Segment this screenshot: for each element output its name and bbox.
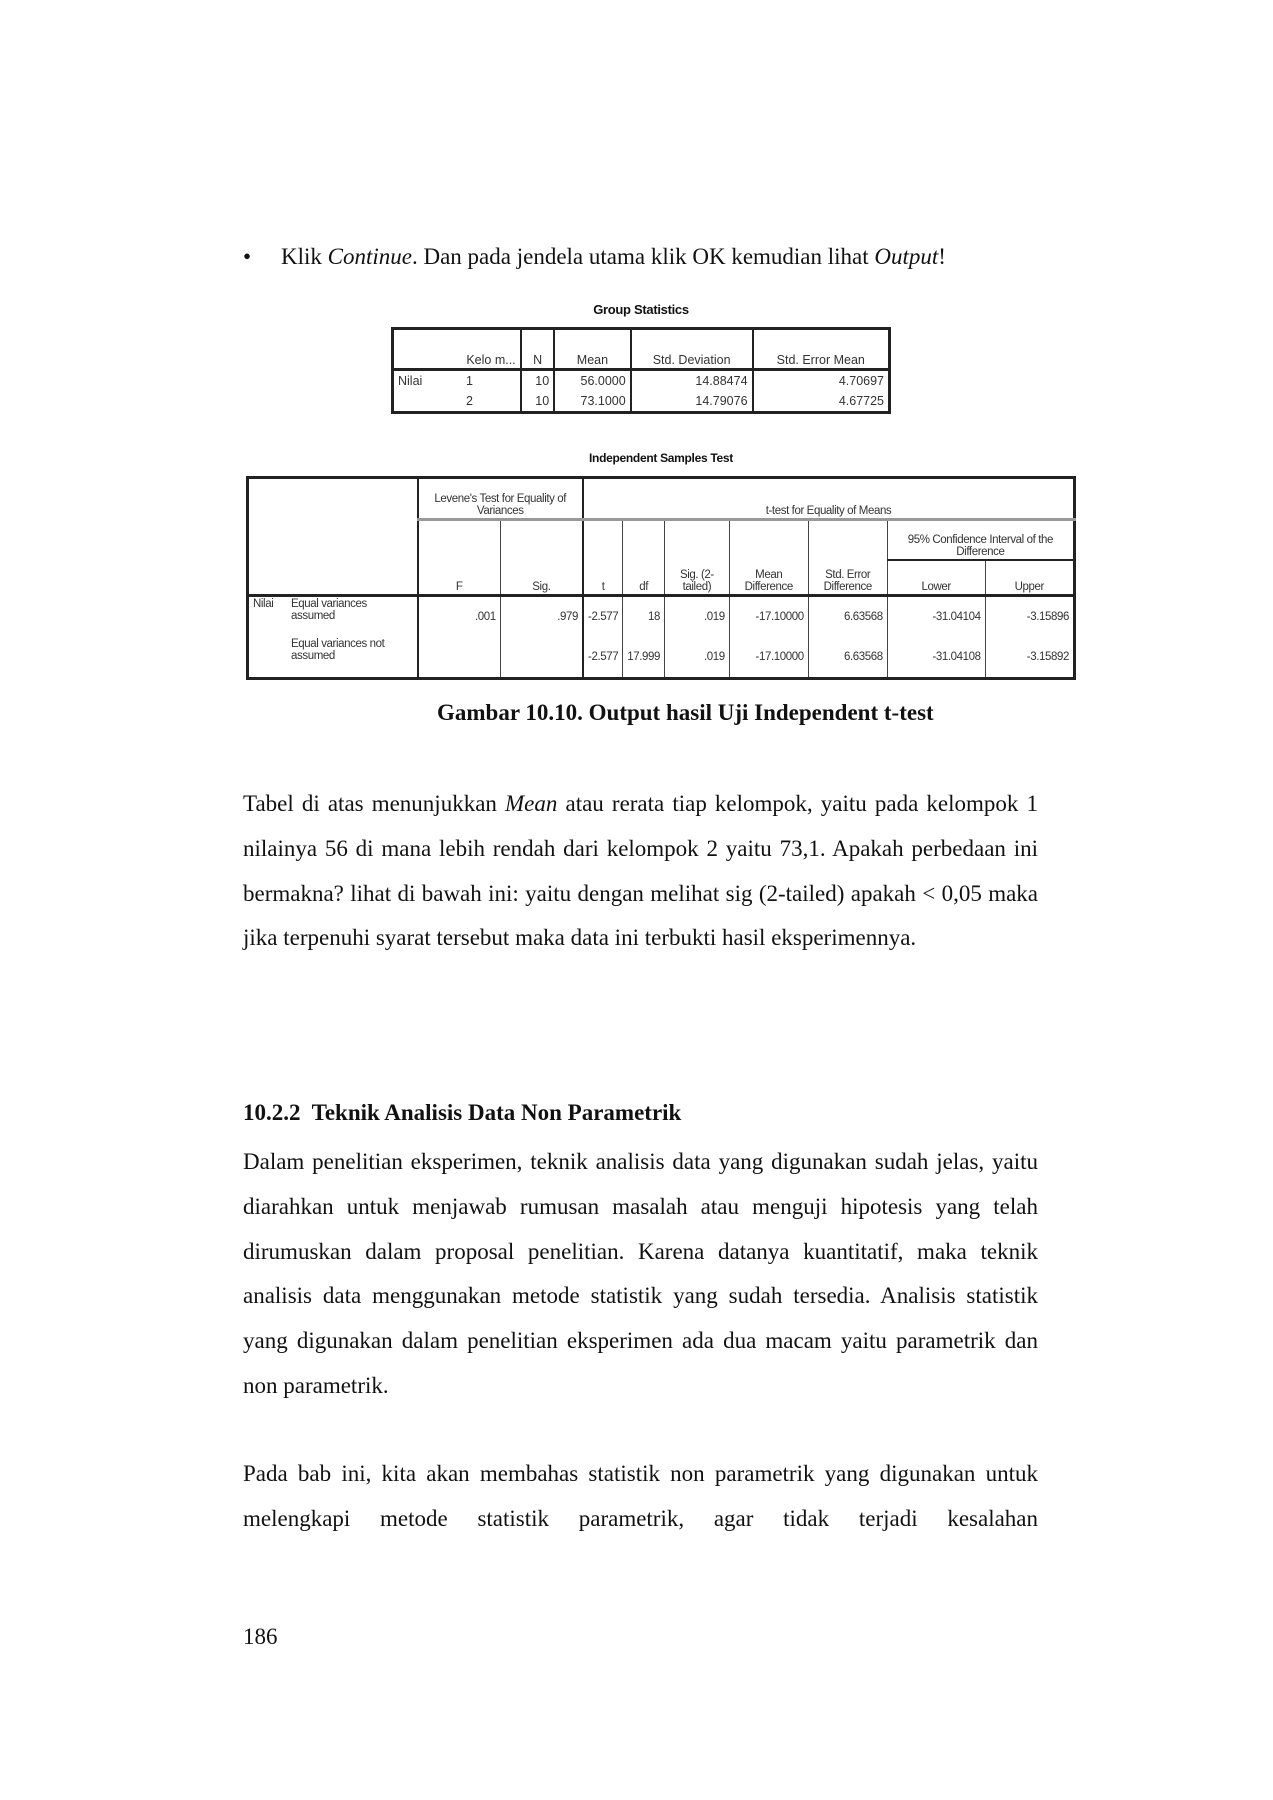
ci-header: 95% Confidence Interval of the Difference <box>887 520 1074 560</box>
page-number: 186 <box>243 1624 278 1649</box>
text-italic: Output <box>874 244 939 269</box>
cell: 73.1000 <box>554 391 631 413</box>
cell: -31.04108 <box>887 637 985 679</box>
text: atau rerata tiap kelompok, yaitu pada kelompok 1 nilainya 56 di mana lebih rendah dari kelompok 2 yaitu 73,1. Apakah perbedaan ini bermakna? lihat di bawah ini: yaitu dengan melihat sig (2-tailed) apakah < 0,05 maka jika terpenuhi syarat tersebut maka data ini terbukti hasil eksperimennya. <box>243 791 1038 951</box>
cell: -3.15892 <box>985 637 1074 679</box>
bullet-icon: • <box>243 244 252 269</box>
table-row <box>248 637 1075 679</box>
ttest-header: t-test for Equality of Means <box>583 478 1074 520</box>
header-cell <box>248 478 418 596</box>
col-header: Lower <box>887 560 985 596</box>
text: . Dan pada jendela utama klik OK kemudian lihat <box>411 244 875 269</box>
cell: -3.15896 <box>985 596 1074 638</box>
header-cell <box>393 329 463 370</box>
cell: .019 <box>665 637 730 679</box>
text: Klik <box>281 244 328 269</box>
bullet-instruction <box>243 244 946 270</box>
col-header: Mean Difference <box>729 520 808 596</box>
table-row <box>393 370 890 392</box>
cell: 14.88474 <box>631 370 753 392</box>
cell: 10 <box>521 370 554 392</box>
col-header: Sig. <box>500 520 583 596</box>
header-cell: Mean <box>554 329 631 370</box>
cell: 18 <box>623 596 665 638</box>
row-sublabel: Equal variances not assumed <box>291 638 385 662</box>
independent-test-title: Independent Samples Test <box>589 451 733 465</box>
paragraph-3: Pada bab ini, kita akan membahas statistik non parametrik yang digunakan untuk melengkapi metode statistik parametrik, agar tidak terjadi kesalahan <box>243 1461 1038 1531</box>
cell: 1 <box>466 374 473 388</box>
header-cell: Std. Error Mean <box>753 329 890 370</box>
levene-header: Levene's Test for Equality of Variances <box>418 478 584 520</box>
paragraph-1 <box>243 782 1038 961</box>
cell: 6.63568 <box>808 637 887 679</box>
header-cell: N <box>521 329 554 370</box>
cell <box>418 637 501 679</box>
table-row <box>248 596 1075 638</box>
row-label: Nilai <box>253 598 274 610</box>
group-statistics-title: Group Statistics <box>593 302 689 317</box>
cell: -2.577 <box>583 596 623 638</box>
cell: 56.0000 <box>554 370 631 392</box>
cell: 4.70697 <box>753 370 890 392</box>
header-cell: Std. Deviation <box>631 329 753 370</box>
cell: -31.04104 <box>887 596 985 638</box>
section-heading: 10.2.2 Teknik Analisis Data Non Parametrik <box>243 1100 682 1125</box>
cell <box>248 637 288 679</box>
header-cell: Kelo m... <box>462 329 521 370</box>
independent-samples-table <box>246 476 1076 680</box>
text: ! <box>938 244 946 269</box>
cell: 14.79076 <box>631 391 753 413</box>
text-italic: Mean <box>505 791 558 816</box>
row-sublabel: Equal variances assumed <box>291 598 367 622</box>
group-statistics-table <box>391 327 891 414</box>
figure-caption: Gambar 10.10. Output hasil Uji Independent t-test <box>437 700 934 725</box>
cell: 6.63568 <box>808 596 887 638</box>
cell: .001 <box>418 596 501 638</box>
col-header: t <box>583 520 623 596</box>
cell: -2.577 <box>583 637 623 679</box>
paragraph-2: Dalam penelitian eksperimen, teknik analisis data yang digunakan sudah jelas, yaitu diarahkan untuk menjawab rumusan masalah atau menguji hipotesis yang telah dirumuskan dalam proposal penelitian. Karena datanya kuantitatif, maka teknik analisis data menggunakan metode statistik yang sudah tersedia. Analisis statistik yang digunakan dalam penelitian eksperimen ada dua macam yaitu parametrik dan non parametrik. <box>243 1149 1038 1398</box>
text-italic: Continue <box>327 244 412 269</box>
cell: 4.67725 <box>753 391 890 413</box>
cell <box>393 391 463 413</box>
cell: 2 <box>466 394 473 408</box>
col-header: F <box>418 520 501 596</box>
col-header: Sig. (2-tailed) <box>665 520 730 596</box>
col-header: Upper <box>985 560 1074 596</box>
cell: -17.10000 <box>729 596 808 638</box>
row-label: Nilai <box>398 374 423 388</box>
cell <box>500 637 583 679</box>
col-header: Std. Error Difference <box>808 520 887 596</box>
cell: .019 <box>665 596 730 638</box>
table-row <box>393 391 890 413</box>
cell: 17.999 <box>623 637 665 679</box>
cell: .979 <box>500 596 583 638</box>
text: Tabel di atas menunjukkan <box>243 791 506 816</box>
cell: -17.10000 <box>729 637 808 679</box>
cell: 10 <box>521 391 554 413</box>
col-header: df <box>623 520 665 596</box>
